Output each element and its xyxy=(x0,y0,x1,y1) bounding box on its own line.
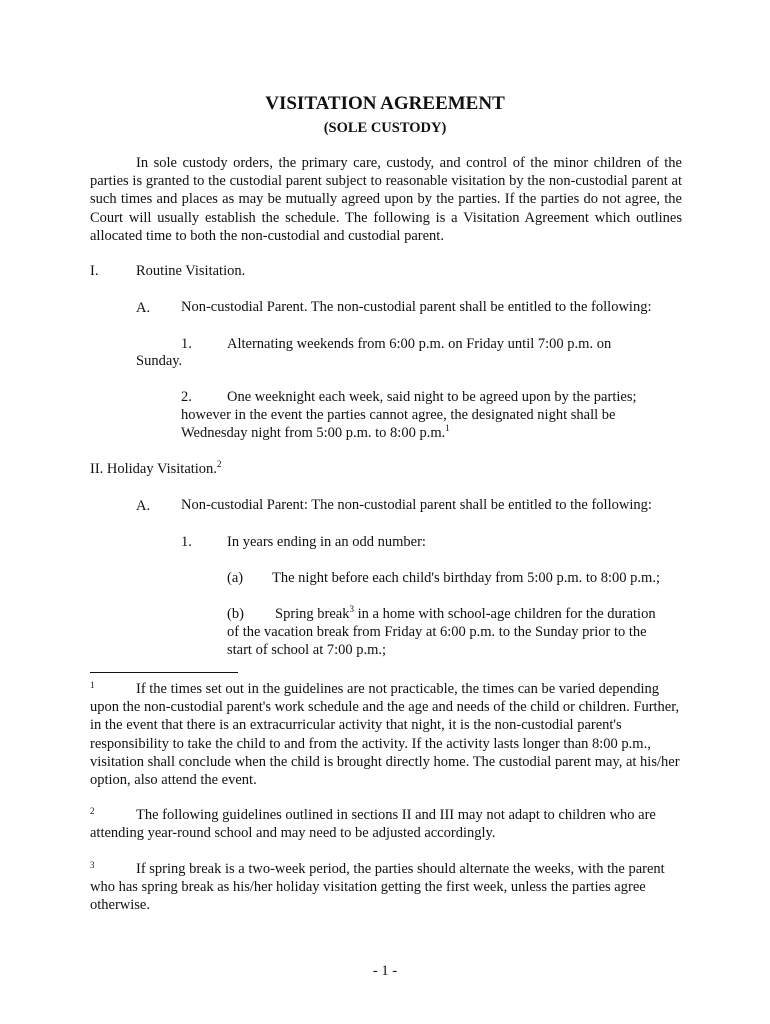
footnote-separator xyxy=(90,672,238,673)
section-1a-item2-line2: however in the event the parties cannot agree, the designated night shall be xyxy=(181,407,616,423)
section-2a-sub-b-line1: Spring break$^3$ in a home with school-age children for the duration xyxy=(275,604,656,622)
intro-paragraph: In sole custody orders, the primary care, custody, and control of the minor children of the parties is granted to the custodial parent subject to reasonable visitation by the non-custodial parent at such times and places as may be mutually agreed upon by the parties. If the parties do not agree, the Court will usually establish the schedule. The following is a Visitation Agreement which outlines allocated time to both the non-custodial and custodial parent. xyxy=(90,155,682,244)
section-1a-item1-text: Alternating weekends from 6:00 p.m. on Friday until 7:00 p.m. on xyxy=(227,336,612,352)
section-2a-number: A. xyxy=(136,498,151,514)
footnote-ref-1[interactable]: 1 xyxy=(445,423,450,433)
section-1a-item1-text-cont: Sunday. xyxy=(136,353,183,369)
section-1a-item2-line1: One weeknight each week, said night to be agreed upon by the parties; xyxy=(227,389,637,405)
section-2-heading: II. Holiday Visitation.$^2$ xyxy=(90,459,222,477)
footnote-3-mark: 3 xyxy=(90,860,95,870)
page-number: - 1 - xyxy=(372,963,398,979)
document-subtitle: (SOLE CUSTODY) xyxy=(323,120,447,136)
section-1a-item2-number: 2. xyxy=(181,389,192,405)
section-2a-sub-a-number: (a) xyxy=(227,570,244,586)
section-1a-item2-line3: Wednesday night from 5:00 p.m. to 8:00 p.m.$^1$ xyxy=(181,423,450,441)
footnote-2-mark: 2 xyxy=(90,806,95,816)
footnote-1-text: If the times set out in the guidelines are not practicable, the times can be varied depending upon the non-custodial parent's work schedule and the age and needs of the child or children. Further, in the event that there is an extracurricular activity that night, it is the non-custodial parent's responsibility to take the child to and from the activity. If the activity lasts longer than 8:00 p.m., visitation shall conclude when the child is brought directly home. The custodial parent may, at his/her option, also attend the event. xyxy=(90,681,680,789)
document-title: VISITATION AGREEMENT xyxy=(265,93,505,114)
section-1-heading: Routine Visitation. xyxy=(136,263,246,279)
footnote-3-text: If spring break is a two-week period, the parties should alternate the weeks, with the parent who has spring break as his/her holiday visitation getting the first week, unless the parties agree otherwise. xyxy=(90,861,665,914)
footnote-ref-3[interactable]: 3 xyxy=(349,604,354,614)
footnote-2-text: The following guidelines outlined in sections II and III may not adapt to children who are attending year-round school and may need to be adjusted accordingly. xyxy=(90,807,656,842)
section-1-number: I. xyxy=(90,263,99,279)
section-2a-sub-b-line3: start of school at 7:00 p.m.; xyxy=(227,642,387,658)
section-1a-number: A. xyxy=(136,300,151,316)
footnote-1-mark: 1 xyxy=(90,680,95,690)
section-2a-item1-text: In years ending in an odd number: xyxy=(227,534,426,550)
section-2a-sub-b-line2: of the vacation break from Friday at 6:00 p.m. to the Sunday prior to the xyxy=(227,624,647,640)
section-2a-text: Non-custodial Parent: The non-custodial parent shall be entitled to the following: xyxy=(181,497,652,513)
section-2a-item1-number: 1. xyxy=(181,534,192,550)
section-2a-sub-a-text: The night before each child's birthday from 5:00 p.m. to 8:00 p.m.; xyxy=(272,570,660,586)
section-1a-text: Non-custodial Parent. The non-custodial parent shall be entitled to the following: xyxy=(181,299,652,315)
section-1a-item1-number: 1. xyxy=(181,336,192,352)
section-2a-sub-b-number: (b) xyxy=(227,606,244,622)
footnote-ref-2[interactable]: 2 xyxy=(216,459,222,469)
